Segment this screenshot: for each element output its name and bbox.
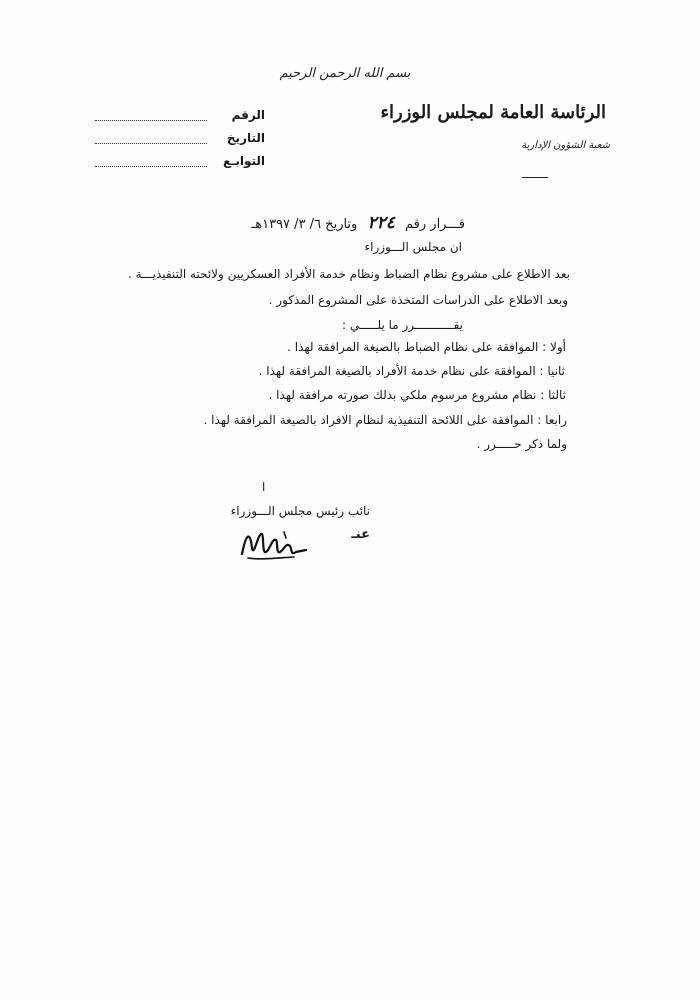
clause-first: أولا : الموافقة على نظام الضباط بالصيغة المرافقة لهذا . [287,340,566,354]
org-department: شعبة الشؤون الإدارية [521,140,610,151]
body-line: بعد الاطلاع على مشروع نظام الضباط ونظام خدمة الأفراد العسكريين ولائحته التنفيذيـــة . [128,267,570,281]
meta-field-label: التاريخ [226,131,265,145]
meta-field-attachments [95,154,265,174]
meta-field-date [95,131,265,151]
decision-prefix: قـــرار رقم [405,217,465,232]
decision-date: وتاريخ ٦/ ٣/ ١٣٩٧هـ [251,217,358,232]
letterhead-divider [522,177,548,178]
signatory-on-behalf: عنـ [351,527,370,542]
body-line: وبعد الاطلاع على الدراسات المتخذة على المشروع المذكور . [268,293,568,307]
clause-third: ثالثا : نظام مشروع مرسوم ملكي بذلك صورته مرافقة لهذا . [268,388,566,402]
basmala: بسم الله الرحمن الرحيم [279,66,411,81]
clause-fourth: رابعا : الموافقة على اللائحة التنفيذية لنظام الافراد بالصيغة المرافقة لهذا . [203,413,567,427]
clause-second: ثانيا : الموافقة على نظام خدمة الأفراد بالصيغة المرافقة لهذا . [258,364,565,378]
body-line: ان مجلس الـــوزراء [364,240,462,254]
decision-number: ٢٢٤ [367,213,395,233]
meta-field-dots [95,143,207,144]
body-line-decides: يقـــــــــــرر ما يلـــــي : [342,318,463,332]
decision-heading [251,213,465,233]
meta-field-dots [95,166,207,167]
letterhead-logo [380,96,610,166]
meta-field-label: الرقم [231,108,265,122]
org-name: الرئاسة العامة لمجلس الوزراء [380,102,606,123]
meta-field-label: التوابـع [223,154,265,168]
signature-block [230,480,370,570]
meta-field-dots [95,120,207,121]
meta-field-number [95,108,265,128]
signatory-title: نائب رئيس مجلس الـــوزراء [230,504,370,518]
closing-line: ولما ذكر حـــــرر . [476,437,567,451]
signature-mark: ا [262,480,266,494]
handwritten-signature [236,524,316,564]
